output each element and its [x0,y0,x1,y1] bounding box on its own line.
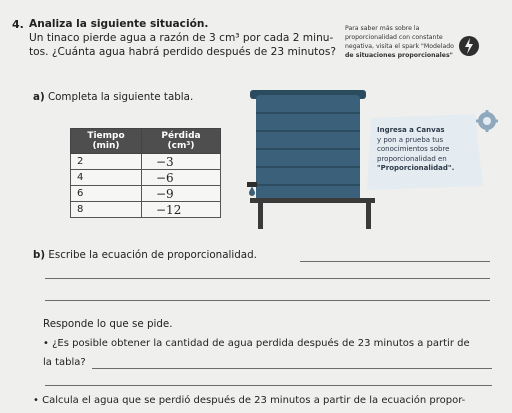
table-row [71,170,221,186]
tank-band [256,130,360,132]
loss-cell[interactable]: −3 [142,154,221,170]
table-row [71,186,221,202]
respond-instruction: Responde lo que se pide. [43,318,173,330]
part-a-text: Completa la siguiente tabla. [47,91,194,103]
callout-line-2: y pon a prueba tus [377,135,444,144]
side-note-line-3: negativa, visita el spark "Modelado [345,43,454,50]
table-header-row [71,129,221,154]
loss-cell[interactable]: −6 [142,170,221,186]
time-cell: 6 [71,186,142,202]
tank-stand-top [250,198,375,203]
tank-band [256,184,360,186]
side-note-line-1: Para saber más sobre la [345,25,420,32]
table-row [71,202,221,218]
table-row [71,154,221,170]
bullet-question-2 [33,395,465,406]
part-a [33,91,193,103]
bullet-question-2-text: Calcula el agua que se perdió después de 23 minutos a partir de la ecuación propor- [42,395,466,406]
time-cell: 2 [71,154,142,170]
canvas-callout-text [377,126,487,174]
time-header: Tiempo (min) [71,129,142,154]
answer-line[interactable] [45,300,490,301]
question-line-1: Un tinaco pierde agua a razón de 3 cm³ por cada 2 minu- [29,32,334,44]
answer-line[interactable] [45,278,490,279]
water-tank [256,95,360,198]
question-line-2: tos. ¿Cuánta agua habrá perdido después de 23 minutos? [29,46,336,58]
answer-line[interactable] [92,368,492,369]
side-note-line-2: proporcionalidad con constante [345,34,443,41]
bullet-question-1-line-1: • ¿Es posible obtener la cantidad de agua perdida después de 23 minutos a partir de [43,338,470,349]
callout-line-5: "Proporcionalidad". [377,164,455,172]
tank-band [256,148,360,150]
water-drop-icon [249,186,255,196]
part-b [33,249,257,261]
callout-line-1: Ingresa a Canvas [377,126,445,134]
question-number: 4. [12,18,24,31]
loss-cell[interactable]: −9 [142,186,221,202]
loss-cell[interactable]: −12 [142,202,221,218]
callout-line-4: proporcionalidad en [377,154,447,163]
proportionality-table [70,128,221,218]
answer-line[interactable] [300,261,490,262]
tank-stand-leg [258,203,263,229]
loss-header: Pérdida (cm³) [142,129,221,154]
lightning-icon [458,35,480,57]
bullet-question-1-line-2: la tabla? [43,357,86,368]
part-b-letter: b) [33,249,46,261]
bullet-question-1 [43,338,470,368]
callout-line-3: conocimientos sobre [377,145,450,153]
time-cell: 4 [71,170,142,186]
bullet-icon: • [33,395,39,406]
part-a-letter: a) [33,91,45,103]
part-b-text: Escribe la ecuación de proporcionalidad. [48,249,257,261]
tank-band [256,112,360,114]
answer-line[interactable] [45,385,492,386]
tank-stand-leg [366,203,371,229]
side-note-line-4: de situaciones proporcionales" [345,52,453,59]
question-text [29,17,359,59]
question-title: Analiza la siguiente situación. [29,18,209,30]
bullet-icon: • [43,338,49,349]
tank-band [256,166,360,168]
time-cell: 8 [71,202,142,218]
